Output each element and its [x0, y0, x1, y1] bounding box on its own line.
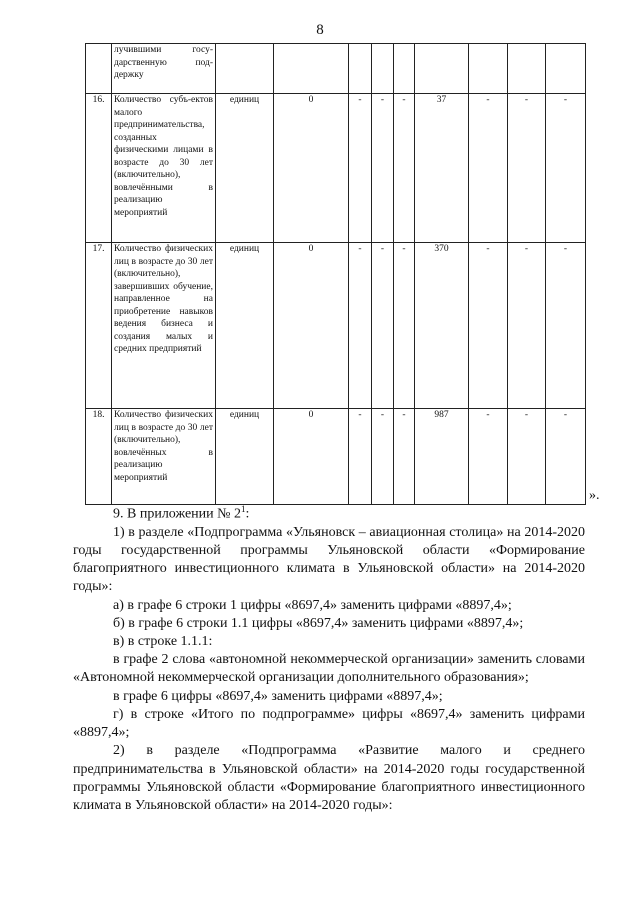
amendment-text — [73, 500, 585, 815]
p9-superscript: 1 — [241, 504, 246, 514]
unit — [216, 44, 274, 94]
value-cell — [469, 44, 508, 94]
value-cell: 0 — [274, 243, 349, 409]
row-number: 17. — [86, 243, 112, 409]
value-cell: - — [469, 243, 508, 409]
paragraph-1: 1) в разделе «Подпрограмма «Ульяновск – авиационная столица» на 2014-2020 годы государственной программы Ульяновской области «Формирование благоприятного инвестиционного климата в Ульяновской области» на 2014-2020 годы»: — [73, 524, 585, 595]
value-cell: - — [394, 243, 415, 409]
value-cell — [415, 44, 469, 94]
value-cell: - — [349, 243, 372, 409]
value-cell: 370 — [415, 243, 469, 409]
value-cell — [372, 44, 394, 94]
table-row — [86, 44, 586, 94]
value-cell: 0 — [274, 409, 349, 505]
paragraph-g: г) в строке «Итого по подпрограмме» цифры «8697,4» заменить цифрами «8897,4»; — [73, 706, 585, 741]
table-closing-quote: ». — [589, 488, 600, 503]
value-cell: - — [372, 94, 394, 243]
table-row — [86, 243, 586, 409]
row-number: 16. — [86, 94, 112, 243]
value-cell: - — [349, 409, 372, 505]
value-cell: - — [546, 243, 586, 409]
paragraph-v2: в графе 6 цифры «8697,4» заменить цифрами «8897,4»; — [113, 688, 443, 704]
p9-text: 9. В приложении № 2 — [113, 506, 241, 522]
indicator-name: Количество физических лиц в возрасте до 30 лет (включительно), завершивших обучение, направленное на приобретение навыков ведения бизнеса и создания малых и средних предприятий — [112, 243, 216, 409]
value-cell: 987 — [415, 409, 469, 505]
paragraph-9 — [73, 500, 585, 524]
value-cell: - — [394, 94, 415, 243]
indicators-table — [85, 43, 586, 505]
page-number: 8 — [316, 22, 324, 38]
value-cell: - — [349, 94, 372, 243]
indicator-name: Количество субъ-ектов малого предпринимательства, созданных физическими лицами в возрасте до 30 лет (включительно), вовлечёнными в реализацию мероприятий — [112, 94, 216, 243]
value-cell: - — [508, 243, 546, 409]
value-cell: - — [394, 409, 415, 505]
unit: единиц — [216, 94, 274, 243]
value-cell: - — [546, 94, 586, 243]
paragraph-v: в) в строке 1.1.1: — [113, 634, 213, 650]
value-cell — [394, 44, 415, 94]
paragraph-b: б) в графе 6 строки 1.1 цифры «8697,4» заменить цифрами «8897,4»; — [113, 615, 524, 631]
row-number — [86, 44, 112, 94]
value-cell: - — [372, 409, 394, 505]
value-cell — [508, 44, 546, 94]
value-cell: - — [508, 409, 546, 505]
paragraph-2: 2) в разделе «Подпрограмма «Развитие малого и среднего предпринимательства в Ульяновской области» на 2014-2020 годы государственной программы Ульяновской области «Формирование благоприятного инвестиционного климата в Ульяновской области» на 2014-2020 годы»: — [73, 743, 585, 813]
value-cell: - — [469, 409, 508, 505]
value-cell — [349, 44, 372, 94]
indicator-name: лучившими госу-дарственную под-держку — [112, 44, 216, 94]
value-cell — [274, 44, 349, 94]
value-cell: - — [508, 94, 546, 243]
unit: единиц — [216, 243, 274, 409]
paragraph-a: а) в графе 6 строки 1 цифры «8697,4» заменить цифрами «8897,4»; — [113, 597, 512, 613]
value-cell: - — [469, 94, 508, 243]
value-cell: 37 — [415, 94, 469, 243]
row-number: 18. — [86, 409, 112, 505]
p9-tail: : — [245, 506, 250, 522]
unit: единиц — [216, 409, 274, 505]
value-cell: - — [546, 409, 586, 505]
table-row — [86, 409, 586, 505]
value-cell: 0 — [274, 94, 349, 243]
value-cell — [546, 44, 586, 94]
indicator-name: Количество физических лиц в возрасте до 30 лет (включительно), вовлечённых в реализацию мероприятий — [112, 409, 216, 505]
table-row — [86, 94, 586, 243]
paragraph-v1: в графе 2 слова «автономной некоммерческой организации» заменить словами «Автономной некоммерческой организации дополнительного образования»; — [73, 652, 585, 686]
value-cell: - — [372, 243, 394, 409]
